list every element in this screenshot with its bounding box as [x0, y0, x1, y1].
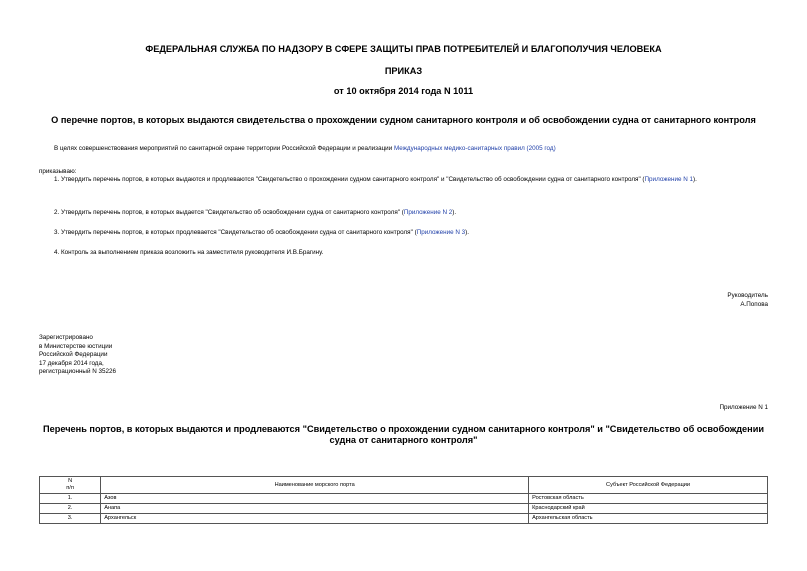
header-number [40, 477, 101, 494]
document-date-number: от 10 октября 2014 года N 1011 [333, 86, 474, 96]
row-port: Анапа [101, 504, 529, 514]
row-port: Азов [101, 494, 529, 504]
appendix-3-link[interactable]: Приложение N 3 [416, 229, 466, 236]
order-word: приказываю: [39, 168, 77, 175]
appendix-title: Перечень портов, в которых выдаются и продлеваются "Свидетельство о прохождении судном санитарного контроля" и "Свидетельство об освобождении судна от санитарного контроля" [43, 424, 764, 445]
row-number: 3. [40, 514, 101, 524]
table-row [40, 504, 768, 514]
appendix-1-link[interactable]: Приложение N 1 [644, 176, 694, 183]
ports-table [39, 476, 768, 524]
registration-line: в Министерстве юстиции [39, 342, 113, 350]
order-item-2 [54, 209, 768, 218]
registration-block [39, 334, 116, 377]
header-number-line2: п/п [66, 485, 74, 491]
row-subject: Архангельская область [529, 514, 768, 524]
registration-line: Российской Федерации [39, 351, 108, 358]
order-item-4: 4. Контроль за выполнением приказа возложить на заместителя руководителя И.В.Брагину. [54, 249, 324, 256]
order-item-3 [54, 229, 768, 238]
header-subject: Субъект Российской Федерации [529, 477, 768, 494]
order-item-3-tail: ). [465, 229, 470, 236]
order-item-1-text: 1. Утвердить перечень портов, в которых выдаются и продлеваются "Свидетельство о прохождении судном санитарного контроля" и "Свидетельство об освобождении судна от санитарного контроля" ( [54, 176, 645, 183]
row-number: 2. [40, 504, 101, 514]
preamble-text: В целях совершенствования мероприятий по санитарной охране территории Российской Федерации и реализации [54, 145, 394, 152]
row-subject: Краснодарский край [529, 504, 768, 514]
appendix-2-link[interactable]: Приложение N 2 [403, 209, 453, 216]
agency-heading: ФЕДЕРАЛЬНАЯ СЛУЖБА ПО НАДЗОРУ В СФЕРЕ ЗАЩИТЫ ПРАВ ПОТРЕБИТЕЛЕЙ И БЛАГОПОЛУЧИЯ ЧЕЛОВЕКА [145, 44, 662, 54]
table-row [40, 494, 768, 504]
document-type: ПРИКАЗ [384, 66, 423, 76]
appendix-label: Приложение N 1 [719, 404, 768, 411]
row-port: Архангельск [101, 514, 529, 524]
table-row [40, 514, 768, 524]
registration-line: регистрационный N 35226 [39, 368, 117, 375]
order-item-2-text: 2. Утвердить перечень портов, в которых выдается "Свидетельство об освобождении судна от санитарного контроля" ( [54, 209, 404, 216]
ihr-link[interactable]: Международных медико-санитарных правил (2005 год) [393, 145, 556, 152]
preamble [54, 145, 774, 154]
order-item-3-text: 3. Утвердить перечень портов, в которых продлевается "Свидетельство об освобождении судна от санитарного контроля" ( [54, 229, 417, 236]
header-number-line1: N [68, 478, 73, 484]
signature-role: Руководитель [727, 292, 768, 299]
order-item-2-tail: ). [452, 209, 457, 216]
signature-name: А.Попова [740, 301, 768, 308]
document-title: О перечне портов, в которых выдаются свидетельства о прохождении судном санитарного контроля и об освобождении судна от санитарного контроля [51, 115, 756, 125]
table-header-row [40, 477, 768, 494]
order-item-1-tail: ). [693, 176, 697, 183]
registration-line: 17 декабря 2014 года, [39, 359, 104, 367]
row-subject: Ростовская область [529, 494, 768, 504]
order-item-1 [39, 176, 768, 185]
header-port-name: Наименование морского порта [101, 477, 529, 494]
registration-line: Зарегистрировано [39, 334, 93, 341]
row-number: 1. [40, 494, 101, 504]
